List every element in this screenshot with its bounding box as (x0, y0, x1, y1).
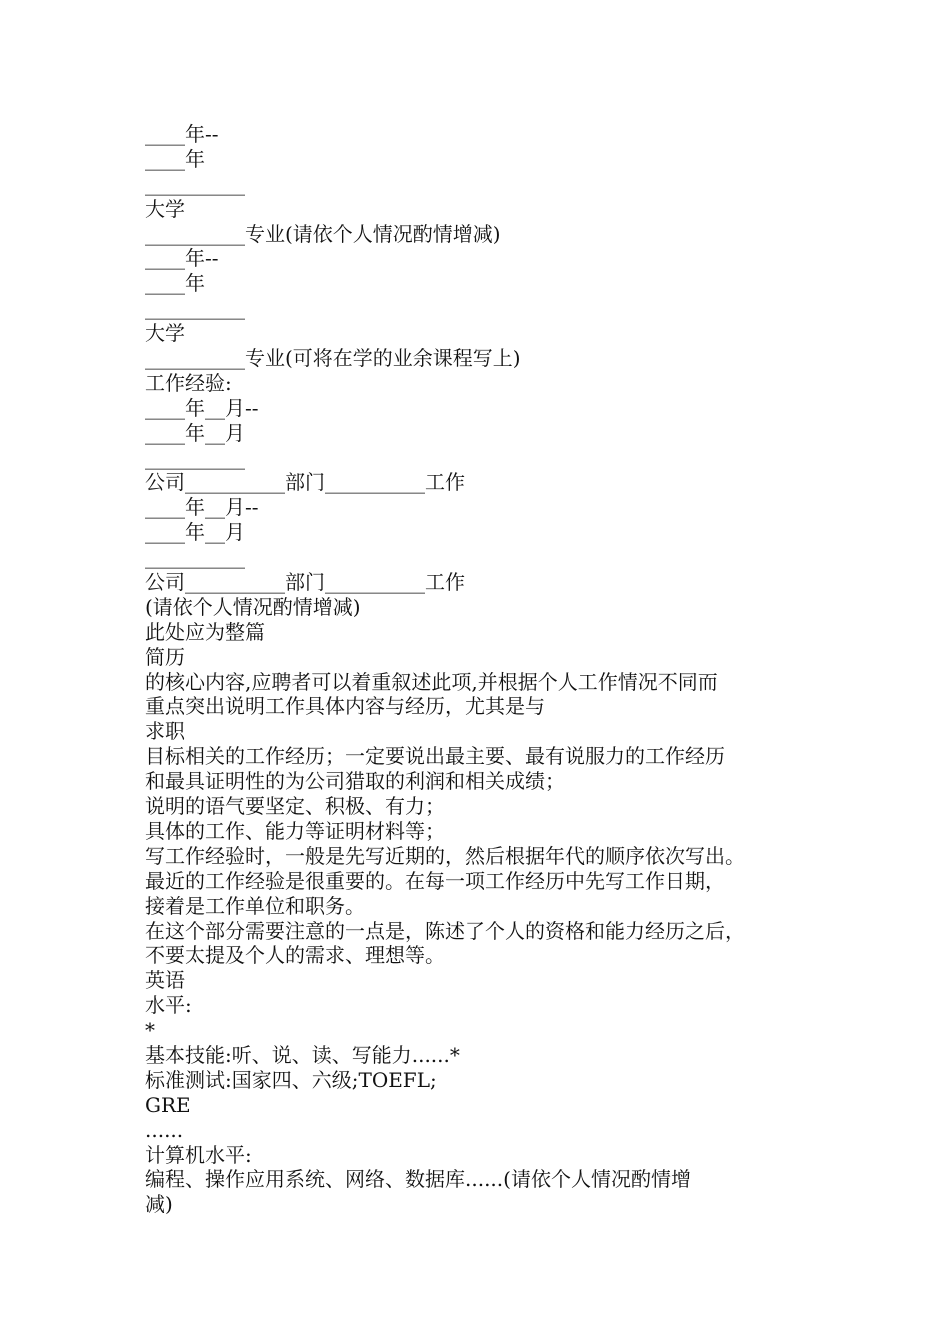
text-line: 标准测试:国家四、六级;TOEFL; (145, 1067, 437, 1092)
text-line: __________ (145, 545, 245, 570)
text-line: ____年 (145, 146, 205, 171)
text-line: 目标相关的工作经历；一定要说出最主要、最有说服力的工作经历 (145, 744, 725, 769)
text-line: 此处应为整篇 (145, 619, 265, 644)
text-line: __________ (145, 171, 245, 196)
text-line: 说明的语气要坚定、积极、有力； (145, 794, 445, 819)
text-line: __________专业(请依个人情况酌情增减) (145, 221, 501, 246)
section-heading-english: 英语 (145, 968, 185, 993)
text-line: 减) (145, 1192, 173, 1217)
text-line: 重点突出说明工作具体内容与经历，尤其是与 (145, 694, 545, 719)
text-line: __________ (145, 445, 245, 470)
text-line: 简历 (145, 644, 185, 669)
text-line: 最近的工作经验是很重要的。在每一项工作经历中先写工作日期， (145, 868, 725, 893)
text-line: ____年 (145, 271, 205, 296)
text-line: 公司__________部门__________工作 (145, 470, 465, 495)
text-line: ____年-- (145, 246, 219, 271)
text-line: 编程、操作应用系统、网络、数据库......(请依个人情况酌情增 (145, 1167, 691, 1192)
text-line: 和最具证明性的为公司猎取的利润和相关成绩； (145, 769, 565, 794)
text-line: 的核心内容,应聘者可以着重叙述此项,并根据个人工作情况不同而 (145, 669, 718, 694)
text-line: 大学 (145, 196, 185, 221)
text-line: ____年__月-- (145, 495, 259, 520)
text-line: 在这个部分需要注意的一点是，陈述了个人的资格和能力经历之后， (145, 918, 745, 943)
text-line: 基本技能:听、说、读、写能力......* (145, 1042, 460, 1067)
text-line: 公司__________部门__________工作 (145, 570, 465, 595)
text-line: (请依个人情况酌情增减) (145, 594, 361, 619)
text-line: ____年__月-- (145, 395, 259, 420)
text-line: 大学 (145, 321, 185, 346)
text-line: 写工作经验时，一般是先写近期的，然后根据年代的顺序依次写出。 (145, 843, 745, 868)
text-line: ____年-- (145, 122, 219, 146)
text-line: 接着是工作单位和职务。 (145, 893, 365, 918)
text-line: 水平: (145, 993, 192, 1018)
text-line: __________ (145, 296, 245, 321)
text-line: 不要太提及个人的需求、理想等。 (145, 943, 445, 968)
section-heading-computer-skills: 计算机水平: (145, 1142, 252, 1167)
document-body (145, 122, 825, 1217)
text-line: __________专业(可将在学的业余课程写上) (145, 346, 521, 371)
text-line: ...... (145, 1117, 184, 1142)
text-line: 具体的工作、能力等证明材料等； (145, 818, 445, 843)
text-line: ____年__月 (145, 420, 245, 445)
text-line: 求职 (145, 719, 185, 744)
text-line: GRE (145, 1092, 191, 1117)
section-heading-work-experience: 工作经验: (145, 370, 232, 395)
text-line: * (145, 1018, 155, 1043)
text-line: ____年__月 (145, 520, 245, 545)
